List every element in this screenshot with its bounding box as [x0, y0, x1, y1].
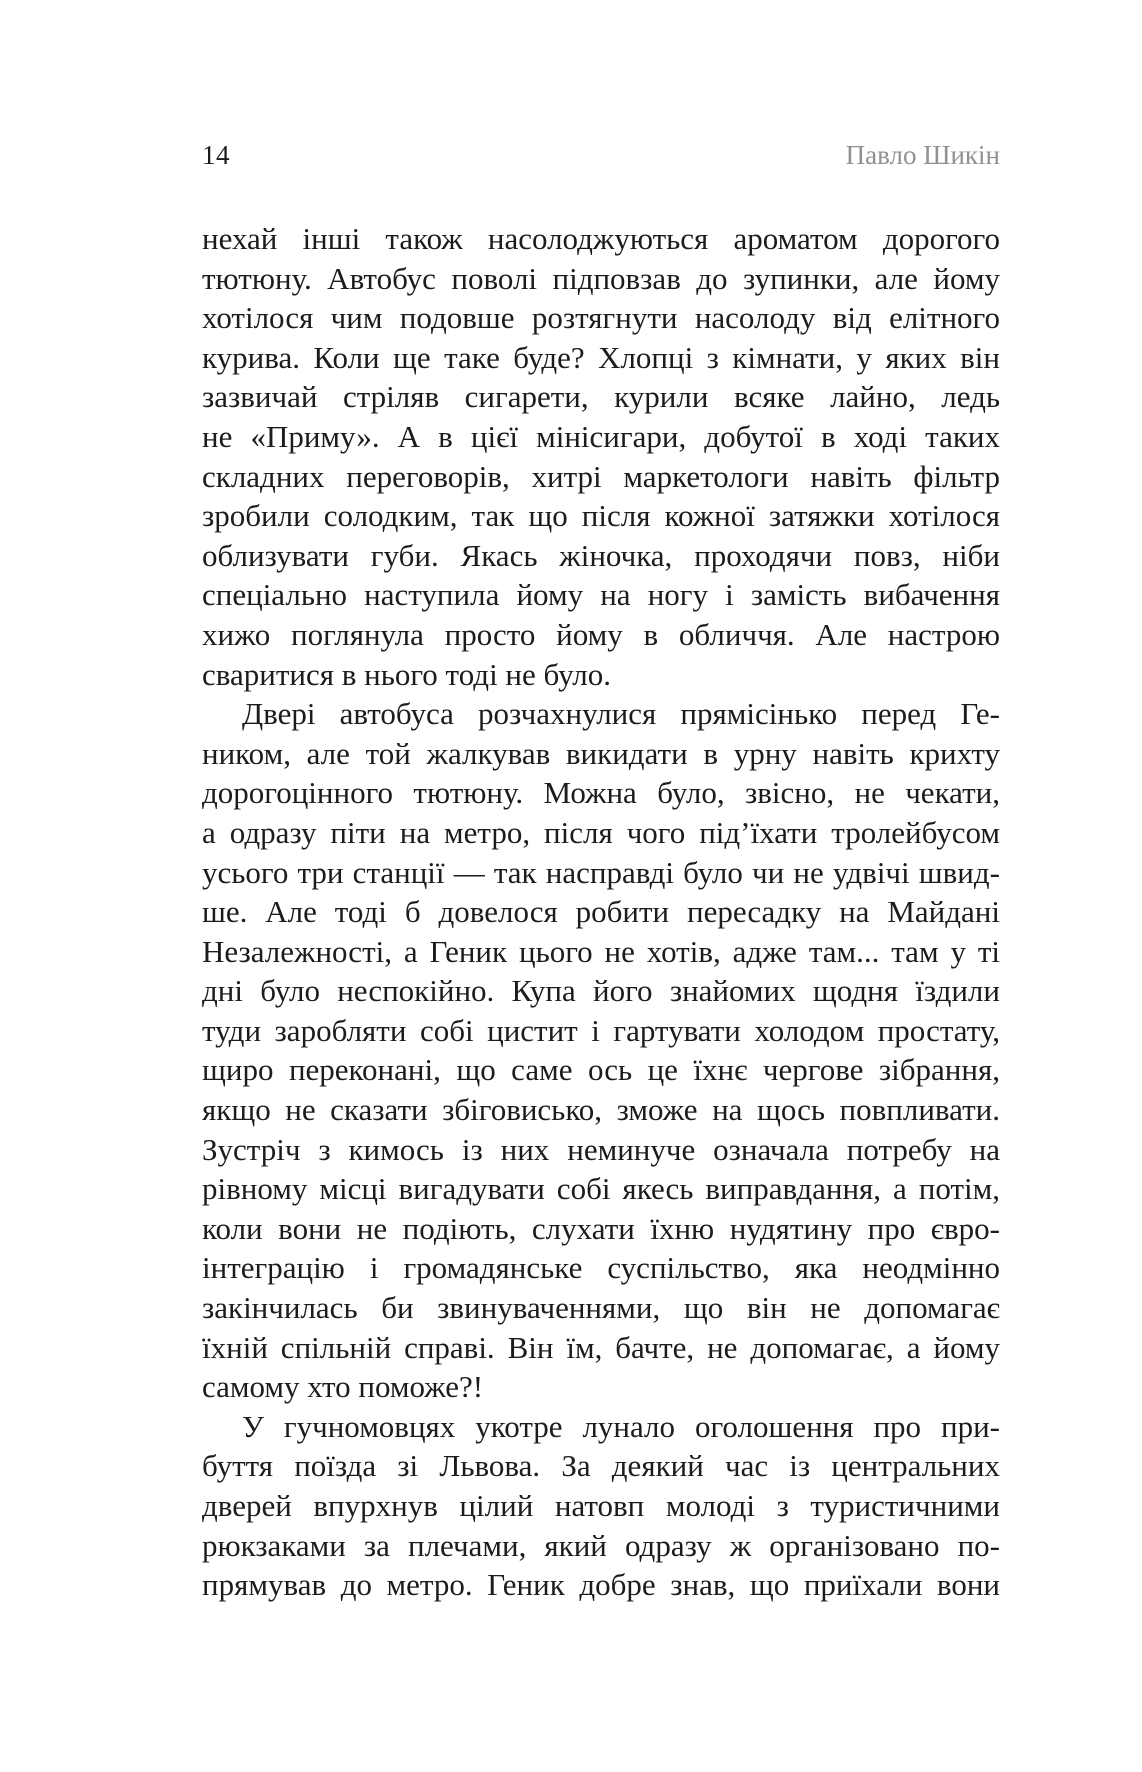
- text-line: зазвичай стріляв сигарети, курили всяке лайно, ледь: [202, 379, 1000, 415]
- running-header: [202, 140, 1000, 180]
- text-line: Двері автобуса розчахнулися прямісінько перед Ге-: [242, 696, 1000, 732]
- text-line: коли вони не подіють, слухати їхню нудятину про євро-: [202, 1210, 1000, 1246]
- text-line: Незалежності, а Геник цього не хотів, адже там... там у ті: [202, 933, 1000, 969]
- text-line: прямував до метро. Геник добре знав, що приїхали вони: [202, 1567, 1000, 1603]
- text-line: хижо поглянула просто йому в обличчя. Але настрою: [202, 616, 1000, 652]
- text-line: туди заробляти собі цистит і гартувати холодом простату,: [202, 1012, 1000, 1048]
- text-line: зробили солодким, так що після кожної затяжки хотілося: [202, 498, 1000, 534]
- text-line: буття поїзда зі Львова. За деякий час із центральних: [202, 1448, 1000, 1484]
- text-line: спеціально наступила йому на ногу і замість вибачення: [202, 577, 1000, 613]
- text-line: самому хто поможе?!: [202, 1369, 484, 1405]
- text-line: сваритися в нього тоді не було.: [202, 656, 611, 692]
- text-line: Зустріч з кимось із них неминуче означала потребу на: [202, 1131, 1000, 1167]
- text-line: У гучномовцях укотре лунало оголошення про при-: [242, 1408, 1000, 1444]
- text-line: не «Приму». А в цієї мінісигари, добутої в ході таких: [202, 418, 1000, 454]
- text-line: дверей впурхнув цілий натовп молоді з туристичними: [202, 1488, 1000, 1523]
- page-number: 14: [202, 140, 230, 170]
- page-body: [202, 219, 1000, 1605]
- text-line: рюкзаками за плечами, який одразу ж організовано по-: [202, 1527, 1000, 1563]
- text-line: ше. Але тоді б довелося робити пересадку на Майдані: [202, 894, 1000, 930]
- text-line: курива. Коли ще таке буде? Хлопці з кімнати, у яких він: [202, 339, 1000, 375]
- text-line: щиро переконані, що саме ось це їхнє чергове зібрання,: [202, 1052, 1000, 1088]
- text-line: усього три станції — так насправді було чи не удвічі швид-: [202, 854, 1000, 890]
- text-line: облизувати губи. Якась жіночка, проходячи повз, ніби: [202, 537, 1000, 573]
- running-header-author: Павло Шикін: [845, 140, 1000, 170]
- text-line: дорогоцінного тютюну. Можна було, звісно, не чекати,: [202, 775, 1000, 811]
- text-line: ником, але той жалкував викидати в урну навіть крихту: [202, 735, 1000, 771]
- text-line: їхній спільній справі. Він їм, бачте, не допомагає, а йому: [202, 1329, 1000, 1365]
- text-line: складних переговорів, хитрі маркетологи навіть фільтр: [202, 458, 1000, 494]
- text-line: дні було неспокійно. Купа його знайомих щодня їздили: [202, 973, 1000, 1009]
- text-line: а одразу піти на метро, після чого під’їхати тролейбусом: [202, 814, 1000, 850]
- text-line: рівному місці вигадувати собі якесь виправдання, а потім,: [202, 1171, 1000, 1207]
- text-line: якщо не сказати збіговисько, зможе на щось повпливати.: [202, 1092, 1000, 1128]
- text-line: закінчилась би звинуваченнями, що він не допомагає: [202, 1290, 1000, 1326]
- text-line: інтеграцію і громадянське суспільство, яка неодмінно: [202, 1250, 1000, 1286]
- text-line: тютюну. Автобус поволі підповзав до зупинки, але йому: [202, 260, 1000, 296]
- text-line: нехай інші також насолоджуються ароматом дорогого: [202, 221, 1000, 256]
- text-line: хотілося чим подовше розтягнути насолоду від елітного: [202, 300, 1000, 336]
